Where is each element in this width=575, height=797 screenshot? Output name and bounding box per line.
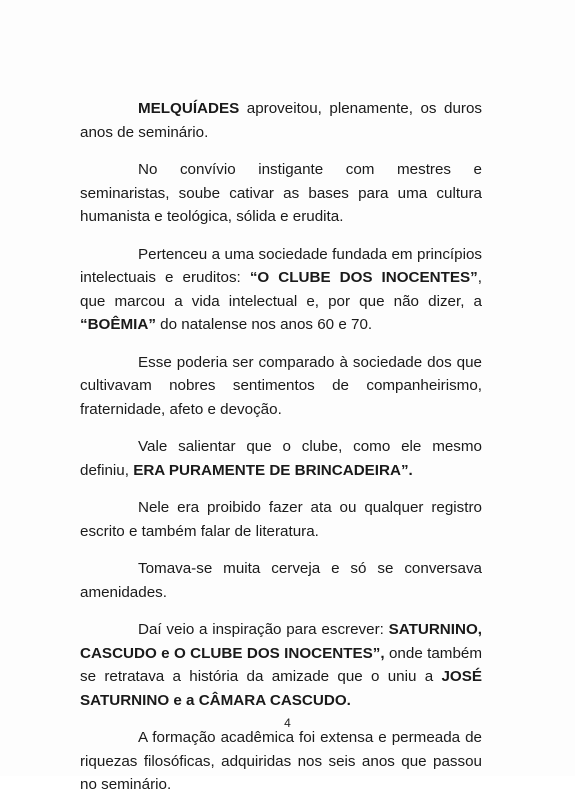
- text-run: Esse poderia ser comparado à sociedade dos que cultivavam nobres sentimentos de companheirismo, fraternidade, afeto e devoção.: [80, 353, 482, 418]
- paragraph: [80, 496, 482, 543]
- paragraph: [80, 243, 482, 337]
- paragraph: [80, 435, 482, 482]
- bold-text: ERA PURAMENTE DE BRINCADEIRA”.: [133, 461, 413, 479]
- text-run: , que marcou a vida intelectual e, por que não dizer, a: [80, 269, 482, 310]
- text-run: Tomava-se muita cerveja e só se conversava amenidades.: [80, 560, 482, 601]
- text-run: No convívio instigante com mestres e seminaristas, soube cativar as bases para uma cultura humanista e teológica, sólida e erudita.: [80, 161, 482, 225]
- paragraph: [80, 97, 482, 144]
- text-run: Vale salientar que o clube, como ele mesmo definiu,: [80, 438, 482, 479]
- paragraph: [80, 351, 482, 422]
- paragraph: [80, 618, 482, 712]
- paragraph: [80, 557, 482, 604]
- bold-text: MELQUÍADES: [138, 100, 240, 117]
- bold-text: “BOÊMIA”: [80, 316, 156, 333]
- text-run: Daí veio a inspiração para escrever:: [138, 621, 389, 638]
- body-text: [80, 97, 482, 797]
- bold-text: “O CLUBE DOS INOCENTES”: [249, 269, 478, 286]
- text-run: A formação acadêmica foi extensa e permeada de riquezas filosóficas, adquiridas nos seis anos que passou no seminário.: [80, 729, 482, 793]
- text-run: Pertenceu a uma sociedade fundada em princípios intelectuais e eruditos:: [80, 245, 482, 286]
- text-run: Nele era proibido fazer ata ou qualquer registro escrito e também falar de literatura.: [80, 499, 482, 540]
- text-run: onde também se retratava a história da amizade que o uniu a: [80, 644, 483, 685]
- text-run: do natalense nos anos 60 e 70.: [155, 316, 373, 333]
- bold-text: JOSÉ SATURNINO e a CÂMARA CASCUDO.: [80, 668, 482, 709]
- text-run: aproveitou, plenamente, os duros anos de seminário.: [80, 100, 482, 141]
- page-number: 4: [284, 716, 291, 730]
- paragraph: [80, 158, 482, 229]
- paragraph: [80, 726, 482, 797]
- bold-text: SATURNINO, CASCUDO e O CLUBE DOS INOCENTES”,: [80, 621, 482, 662]
